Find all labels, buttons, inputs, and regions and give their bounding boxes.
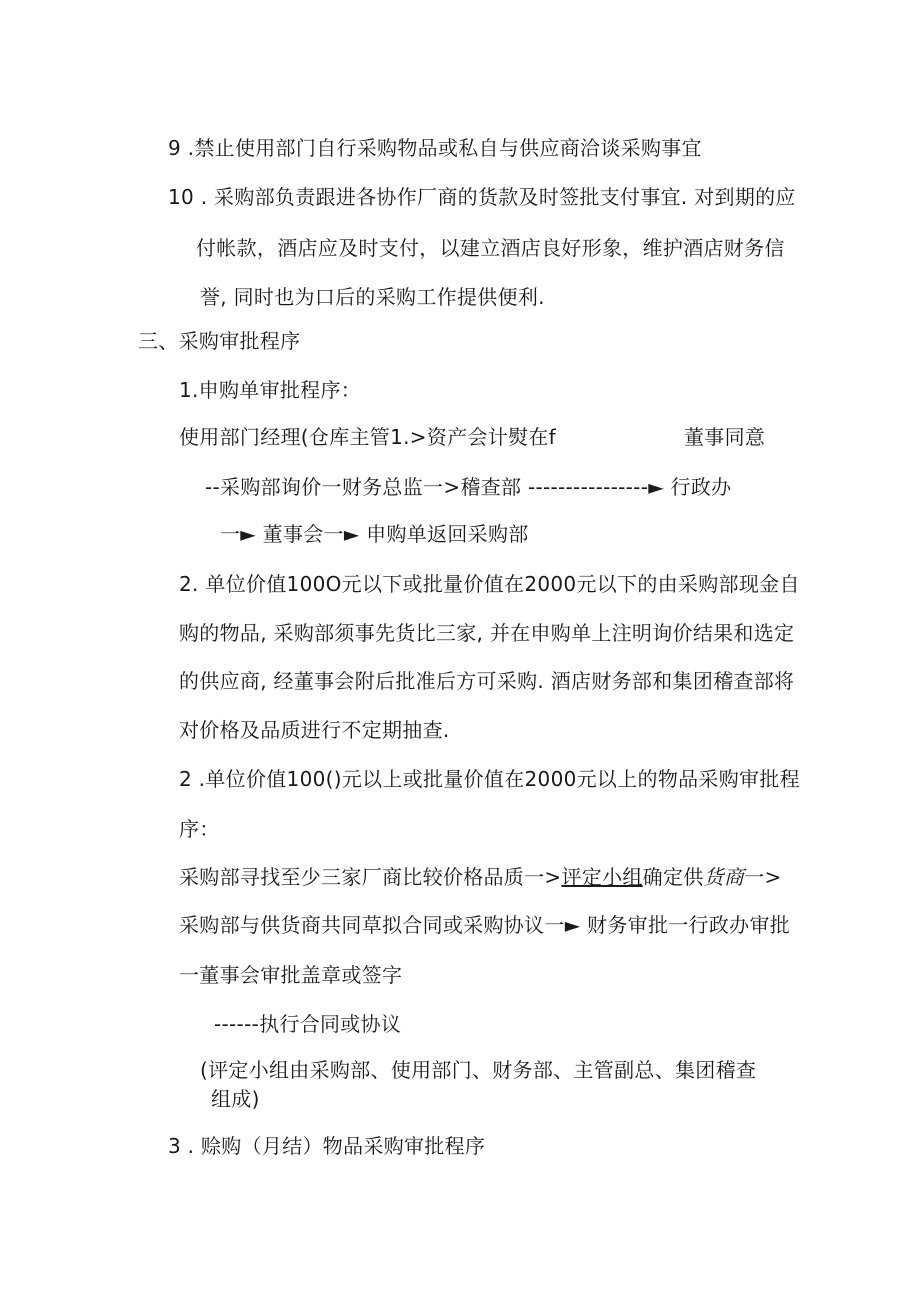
evaluation-group-term: 评定小组: [561, 865, 643, 889]
sub-2b-line-1: 2 .单位价值100()元以上或批量价值在2000元以上的物品采购审批程: [179, 767, 800, 791]
flow-1-line-2: --采购部询价一财务总监一>稽查部 ----------------► 行政办: [205, 475, 732, 499]
flow-2-line-1-start: 采购部寻找至少三家厂商比较价格品质一>: [179, 865, 562, 889]
flow-1-line-1-start: 使用部门经理(仓库主管1.>资产会计熨在f: [179, 425, 556, 449]
sub-2-line-4: 对价格及品质进行不定期抽查.: [179, 718, 450, 742]
sub-2-line-3: 的供应商, 经董事会附后批准后方可采购. 酒店财务部和集团稽查部将: [179, 669, 795, 693]
sub-1-title: 1.申购单审批程序：: [179, 378, 362, 402]
flow-2-line-1-end: 一>: [744, 865, 782, 889]
item-10-line-2: 付帐款，酒店应及时支付，以建立酒店良好形象，维护酒店财务信: [196, 236, 785, 260]
sub-2-line-2: 购的物品, 采购部须事先货比三家, 并在申购单上注明询价结果和选定: [179, 621, 795, 645]
supplier-term: 货商: [703, 865, 745, 889]
flow-2-line-1-mid: 确定供: [642, 865, 704, 889]
flow-2-line-1: [179, 863, 782, 891]
flow-2-line-4: ------执行合同或协议: [214, 1012, 402, 1036]
item-10-line-3: 誉, 同时也为口后的采购工作提供便利.: [200, 285, 545, 309]
note-line-2: 组成): [211, 1087, 260, 1111]
sub-2b-line-2: 序：: [179, 817, 220, 841]
flow-2-line-3: 一董事会审批盖章或签字: [179, 963, 403, 987]
item-9: 9 .禁止使用部门自行采购物品或私自与供应商洽谈采购事宜: [168, 136, 702, 160]
sub-3-title: 3 . 赊购（月结）物品采购审批程序: [168, 1134, 486, 1158]
flow-2-line-2: 采购部与供货商共同草拟合同或采购协议一► 财务审批一行政办审批: [179, 913, 791, 937]
sub-2-line-1: 2. 单位价值100O元以下或批量价值在2000元以下的由采购部现金自: [179, 572, 800, 596]
note-line-1: (评定小组由采购部、使用部门、财务部、主管副总、集团稽查: [200, 1058, 757, 1082]
flow-1-line-1-end: 董事同意: [684, 425, 766, 449]
section-3-heading: 三、采购审批程序: [138, 329, 301, 353]
flow-1-line-3: 一► 董事会一► 申购单返回采购部: [220, 522, 529, 546]
item-10-line-1: 10 . 采购部负责跟进各协作厂商的货款及时签批支付事宜. 对到期的应: [168, 185, 796, 209]
